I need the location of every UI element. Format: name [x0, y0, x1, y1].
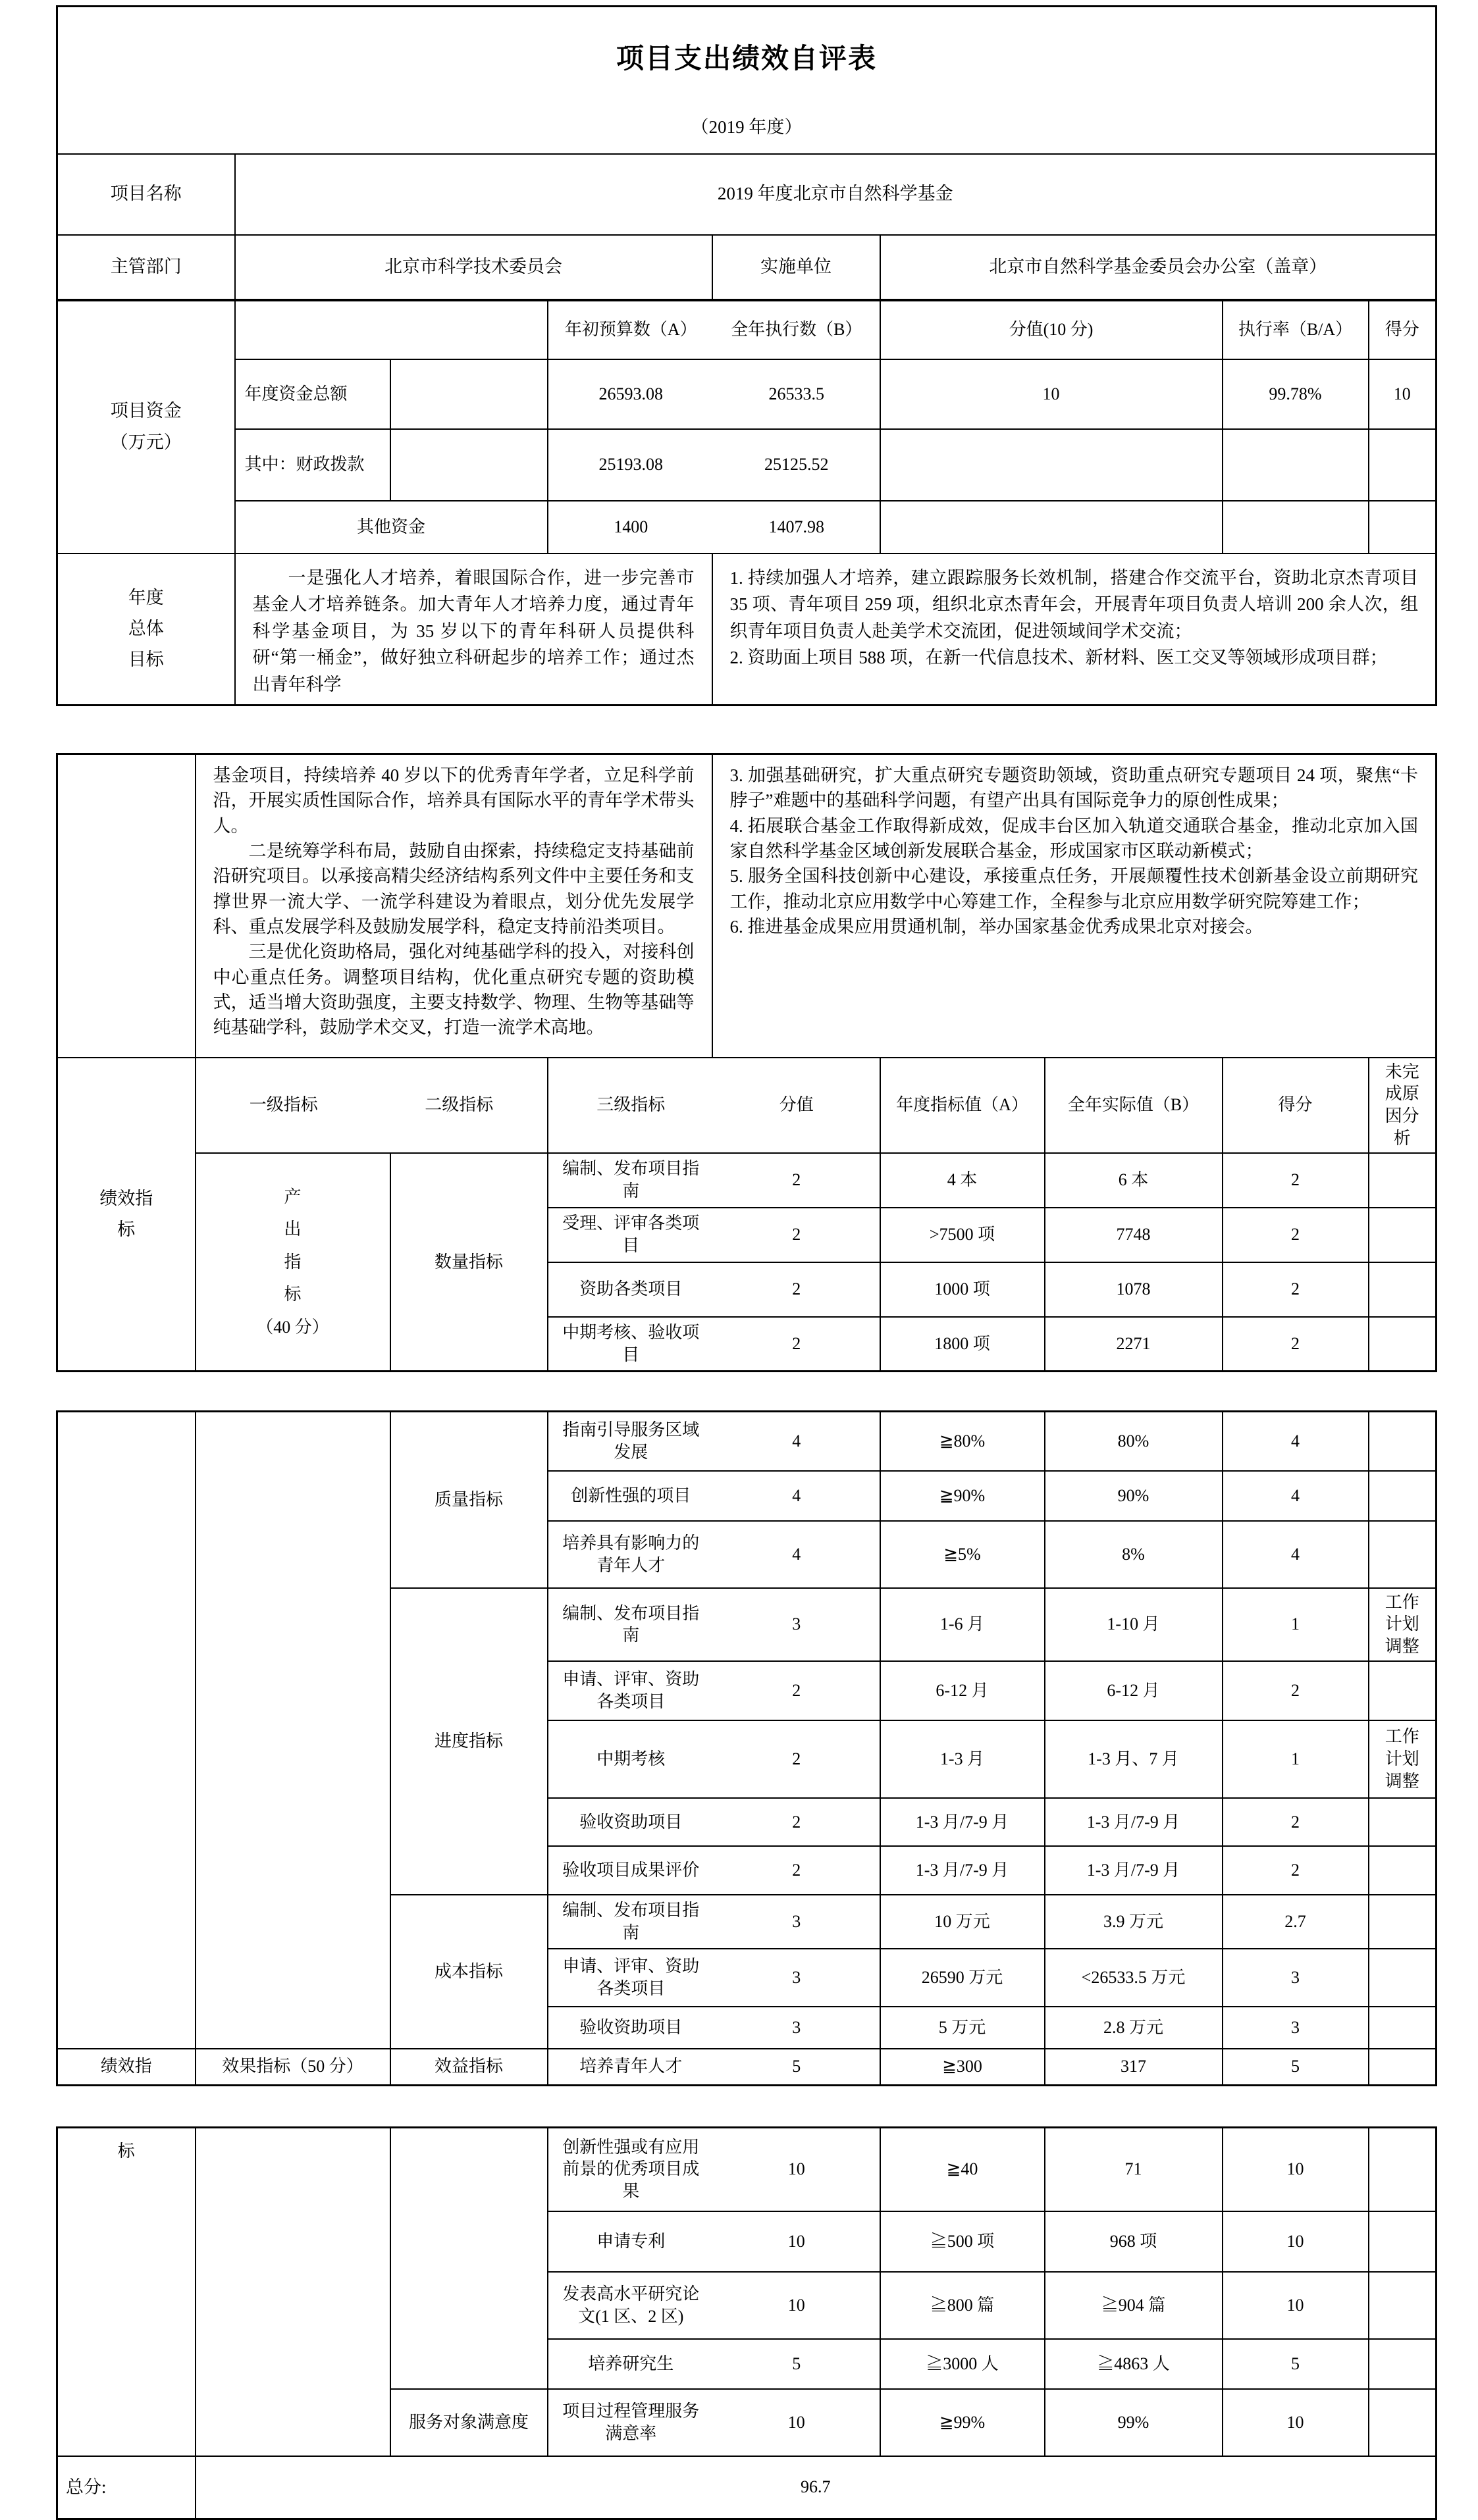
indicator-weight: 10 — [787, 2159, 805, 2179]
indicator-target: 6-12 月 — [880, 1661, 1045, 1720]
indicator-name-weight — [548, 2389, 880, 2456]
indicator-actual: 6-12 月 — [1045, 1661, 1223, 1720]
level2-benefit-label: 效益指标 — [390, 2049, 548, 2085]
empty-cell — [196, 2127, 390, 2456]
indicator-name-weight — [548, 1661, 880, 1720]
funding-exec-value: 26533.5 — [768, 384, 824, 403]
indicator-weight: 3 — [792, 1968, 801, 1988]
header-l1-l2 — [196, 1058, 548, 1153]
indicator-score: 3 — [1223, 2007, 1369, 2049]
page-title: 项目支出绩效自评表 — [616, 44, 878, 74]
project-name-value: 2019 年度北京市自然科学基金 — [235, 154, 1437, 235]
funding-weight-value — [880, 429, 1223, 501]
indicator-actual: 1-3 月、7 月 — [1045, 1720, 1223, 1798]
indicator-name: 编制、发布项目指南 — [562, 1901, 700, 1943]
indicator-name-weight — [548, 1720, 880, 1798]
indicator-actual: 1-3 月/7-9 月 — [1045, 1798, 1223, 1846]
indicator-name-weight — [548, 1588, 880, 1661]
indicator-score: 5 — [1223, 2339, 1369, 2389]
funding-col-rate: 执行率（B/A） — [1223, 300, 1369, 359]
indicator-score: 1 — [1223, 1720, 1369, 1798]
indicator-name-weight — [548, 1521, 880, 1588]
funding-section-label: 项目资金 （万元） — [57, 300, 235, 553]
indicator-weight: 2 — [792, 1334, 801, 1354]
indicator-name: 验收资助项目 — [579, 1812, 683, 1832]
funding-score-value: 10 — [1369, 359, 1437, 429]
page-break — [56, 1372, 1435, 1410]
indicator-name-weight — [548, 1471, 880, 1521]
indicator-name: 中期考核 — [596, 1749, 666, 1769]
funding-weight-value: 10 — [880, 359, 1223, 429]
indicator-target: 1-3 月/7-9 月 — [880, 1798, 1045, 1846]
indicator-name: 验收项目成果评价 — [562, 1861, 700, 1880]
indicator-name: 申请、评审、资助各类项目 — [562, 1957, 700, 1999]
indicator-target: ≧5% — [880, 1521, 1045, 1588]
indicator-reason — [1369, 1846, 1437, 1895]
indicator-name-weight — [548, 2007, 880, 2049]
indicator-name: 受理、评审各类项目 — [562, 1214, 700, 1256]
table-row — [57, 359, 1437, 429]
indicator-name-weight — [548, 2272, 880, 2339]
indicator-name-weight — [548, 1153, 880, 1208]
page4-table — [56, 2126, 1437, 2520]
table-row — [57, 2127, 1437, 2211]
project-name-label: 项目名称 — [57, 154, 235, 235]
level2-progress-label: 进度指标 — [390, 1588, 548, 1895]
table-row — [57, 1153, 1437, 1208]
header-level1: 一级指标 — [249, 1095, 318, 1115]
indicator-weight: 5 — [792, 2057, 801, 2076]
indicator-score: 2 — [1223, 1846, 1369, 1895]
indicator-actual: 71 — [1045, 2127, 1223, 2211]
indicator-weight: 3 — [792, 1912, 801, 1932]
indicator-name-weight — [548, 2339, 880, 2389]
indicator-reason: 工作计划调整 — [1369, 1588, 1437, 1661]
indicator-reason — [1369, 1153, 1437, 1208]
indicator-weight: 3 — [792, 2018, 801, 2038]
indicator-name: 编制、发布项目指南 — [562, 1159, 700, 1201]
annual-goal-right-text: 1. 持续加强人才培养，建立跟踪服务长效机制，搭建合作交流平台，资助北京杰青项目 35 项、青年项目 259 项，组织北京杰青年会，开展青年项目负责人培训 200 余人次，组织青年项目负责人赴美学术交流团，促进领域间学术交流； 2. 资助面上项目 588 项，在新一代信息技术、新材料、医工交叉等领域形成项目群； — [712, 553, 1437, 706]
funding-row-values — [548, 429, 880, 501]
level1-output-label: 产 出 指 标 （40 分） — [196, 1153, 390, 1372]
indicator-target: ≧500 项 — [880, 2211, 1045, 2272]
indicator-weight: 3 — [792, 1614, 801, 1634]
indicator-actual: 1-3 月/7-9 月 — [1045, 1846, 1223, 1895]
indicator-name: 编制、发布项目指南 — [562, 1603, 700, 1645]
level2-cost-label: 成本指标 — [390, 1895, 548, 2049]
indicator-name: 发表高水平研究论文(1 区、2 区) — [562, 2284, 700, 2327]
header-target: 年度指标值（A） — [880, 1058, 1045, 1153]
indicator-target: 1-3 月/7-9 月 — [880, 1846, 1045, 1895]
indicators-section-label: 绩效指 标 — [57, 1058, 196, 1372]
indicator-target: 10 万元 — [880, 1895, 1045, 1949]
indicator-actual: 317 — [1045, 2049, 1223, 2085]
dept-value: 北京市科学技术委员会 — [235, 235, 712, 300]
indicator-name-weight — [548, 1895, 880, 1949]
indicator-actual: 6 本 — [1045, 1153, 1223, 1208]
indicator-name-weight — [548, 2049, 880, 2085]
indicator-reason — [1369, 1949, 1437, 2007]
funding-weight-value — [880, 501, 1223, 553]
indicator-name: 培养研究生 — [588, 2354, 674, 2374]
indicator-score: 2 — [1223, 1317, 1369, 1372]
indicator-weight: 2 — [792, 1749, 801, 1769]
indicator-target: 1-3 月 — [880, 1720, 1045, 1798]
indicator-name-weight — [548, 1317, 880, 1372]
indicator-name: 申请、评审、资助各类项目 — [562, 1670, 700, 1712]
indicator-reason — [1369, 1798, 1437, 1846]
indicator-reason — [1369, 2389, 1437, 2456]
empty-cell — [390, 359, 548, 429]
funding-row-name: 其他资金 — [235, 501, 548, 553]
indicator-name: 项目过程管理服务满意率 — [562, 2402, 700, 2444]
annual-goal-left-text: 一是强化人才培养，着眼国际合作，进一步完善市基金人才培养链条。加大青年人才培养力度，通过青年科学基金项目，为 35 岁以下的青年科研人员提供科研“第一桶金”，做好独立科研起步的培养工作；通过杰出青年科学 — [235, 553, 712, 706]
funding-rate-value: 99.78% — [1223, 359, 1369, 429]
indicator-target: >7500 项 — [880, 1208, 1045, 1262]
indicator-target: ≧300 — [880, 2049, 1045, 2085]
indicator-name-weight — [548, 2211, 880, 2272]
indicator-name: 指南引导服务区域发展 — [562, 1420, 700, 1462]
funding-score-value — [1369, 429, 1437, 501]
annual-goal-left-continuation: 基金项目，持续培养 40 岁以下的优秀青年学者，立足科学前沿，开展实质性国际合作，培养具有国际水平的青年学术带头人。 二是统筹学科布局，鼓励自由探索，持续稳定支持基础前沿研究项目。以承接高精尖经济结构系列文件中主要任务和支撑世界一流大学、一流学科建设为着眼点，划分优先发展学科、重点发展学科及鼓励发展学科，稳定支持前沿类项目。 三是优化资助格局，强化对纯基础学科的投入，对接科创中心重点任务。调整项目结构，优化重点研究专题的资助模式，适当增大资助强度，主要支持数学、物理、生物等基础等纯基础学科，鼓励学术交叉，打造一流学术高地。 — [196, 754, 712, 1058]
indicator-score: 1 — [1223, 1588, 1369, 1661]
indicator-score: 2 — [1223, 1153, 1369, 1208]
indicator-weight: 2 — [792, 1279, 801, 1299]
header-level3: 三级指标 — [596, 1095, 666, 1115]
indicator-name-weight — [548, 1208, 880, 1262]
indicator-reason: 工作计划调整 — [1369, 1720, 1437, 1798]
indicator-name: 培养具有影响力的青年人才 — [562, 1533, 700, 1575]
indicator-actual: 7748 — [1045, 1208, 1223, 1262]
indicator-reason — [1369, 1895, 1437, 1949]
level1-effect-label: 效果指标（50 分） — [196, 2049, 390, 2085]
indicator-actual: 99% — [1045, 2389, 1223, 2456]
indicator-score: 10 — [1223, 2127, 1369, 2211]
funding-budget-value: 26593.08 — [598, 384, 663, 403]
indicator-actual: 8% — [1045, 1521, 1223, 1588]
total-score-label: 总分: — [57, 2456, 196, 2519]
indicator-score: 2.7 — [1223, 1895, 1369, 1949]
page-subtitle: （2019 年度） — [691, 116, 803, 137]
indicators-section-label-part1: 绩效指 — [57, 2049, 196, 2085]
indicator-score: 4 — [1223, 1471, 1369, 1521]
header-reason: 未完成原因分析 — [1369, 1058, 1437, 1153]
indicator-actual: 1078 — [1045, 1262, 1223, 1317]
indicator-reason — [1369, 2339, 1437, 2389]
indicator-actual: 90% — [1045, 1471, 1223, 1521]
empty-cell — [57, 1412, 196, 2049]
indicator-name-weight — [548, 2127, 880, 2211]
header-l3-weight — [548, 1058, 880, 1153]
empty-cell — [390, 429, 548, 501]
funding-row-values — [548, 359, 880, 429]
funding-header-empty-cell — [235, 300, 548, 359]
annual-goal-label: 年度 总体 目标 — [57, 553, 235, 706]
indicator-score: 2 — [1223, 1262, 1369, 1317]
indicator-score: 2 — [1223, 1661, 1369, 1720]
indicator-name: 验收资助项目 — [579, 2018, 683, 2038]
indicator-reason — [1369, 1471, 1437, 1521]
funding-budget-value: 1400 — [614, 517, 648, 536]
title-cell — [57, 7, 1437, 154]
funding-col-exec: 全年执行数（B） — [731, 320, 862, 340]
indicator-name: 中期考核、验收项目 — [562, 1323, 700, 1364]
indicator-reason — [1369, 1262, 1437, 1317]
indicator-target: ≧40 — [880, 2127, 1045, 2211]
indicator-target: 1000 项 — [880, 1262, 1045, 1317]
indicator-reason — [1369, 2127, 1437, 2211]
indicator-actual: <26533.5 万元 — [1045, 1949, 1223, 2007]
funding-header-budget-exec — [548, 300, 880, 359]
indicator-weight: 5 — [792, 2354, 801, 2374]
total-score-value: 96.7 — [196, 2456, 1437, 2519]
indicator-reason — [1369, 2049, 1437, 2085]
indicator-weight: 4 — [792, 1431, 801, 1451]
empty-cell — [390, 2127, 548, 2389]
table-row — [57, 2049, 1437, 2085]
indicator-name: 资助各类项目 — [579, 1279, 683, 1299]
indicator-target: 5 万元 — [880, 2007, 1045, 2049]
indicator-score: 4 — [1223, 1521, 1369, 1588]
funding-score-value — [1369, 501, 1437, 553]
page2-table — [56, 753, 1437, 1372]
indicator-score: 4 — [1223, 1412, 1369, 1471]
funding-rate-value — [1223, 501, 1369, 553]
indicator-reason — [1369, 1317, 1437, 1372]
indicator-actual: ≧904 篇 — [1045, 2272, 1223, 2339]
header-actual: 全年实际值（B） — [1045, 1058, 1223, 1153]
indicator-weight: 10 — [787, 2413, 805, 2432]
indicator-weight: 10 — [787, 2296, 805, 2315]
funding-row-values — [548, 501, 880, 553]
empty-cell — [57, 754, 196, 1058]
indicator-weight: 2 — [792, 1170, 801, 1190]
indicator-weight: 2 — [792, 1812, 801, 1832]
indicator-actual: 2.8 万元 — [1045, 2007, 1223, 2049]
funding-exec-value: 1407.98 — [768, 517, 824, 536]
indicator-reason — [1369, 1521, 1437, 1588]
indicator-name-weight — [548, 1949, 880, 2007]
indicator-target: 1800 项 — [880, 1317, 1045, 1372]
indicator-target: ≧3000 人 — [880, 2339, 1045, 2389]
indicator-score: 10 — [1223, 2211, 1369, 2272]
header-score: 得分 — [1223, 1058, 1369, 1153]
indicator-score: 10 — [1223, 2389, 1369, 2456]
indicator-weight: 4 — [792, 1544, 801, 1564]
indicator-weight: 2 — [792, 1861, 801, 1880]
header-weight: 分值 — [779, 1095, 814, 1115]
level2-quality-label: 质量指标 — [390, 1412, 548, 1588]
table-row — [57, 553, 1437, 706]
table-row — [57, 501, 1437, 553]
page-break — [56, 706, 1435, 753]
indicator-weight: 4 — [792, 1485, 801, 1505]
table-row — [57, 429, 1437, 501]
impl-unit-label: 实施单位 — [712, 235, 880, 300]
funding-col-budget: 年初预算数（A） — [564, 320, 697, 340]
funding-exec-value: 25125.52 — [764, 455, 829, 475]
indicator-weight: 2 — [792, 1225, 801, 1245]
indicator-target: ≧90% — [880, 1471, 1045, 1521]
empty-cell — [196, 1412, 390, 2049]
header-level2: 二级指标 — [425, 1095, 494, 1115]
indicator-weight: 10 — [787, 2232, 805, 2251]
indicator-score: 3 — [1223, 1949, 1369, 2007]
impl-unit-value: 北京市自然科学基金委员会办公室（盖章） — [880, 235, 1437, 300]
funding-rate-value — [1223, 429, 1369, 501]
page3-table — [56, 1410, 1437, 2086]
indicator-name: 创新性强的项目 — [571, 1485, 691, 1505]
page1-table — [56, 5, 1437, 706]
indicator-actual: 968 项 — [1045, 2211, 1223, 2272]
indicators-section-label-part2: 标 — [57, 2127, 196, 2456]
table-row — [57, 1412, 1437, 1471]
level2-satisfaction-label: 服务对象满意度 — [390, 2389, 548, 2456]
indicator-score: 2 — [1223, 1208, 1369, 1262]
indicator-reason — [1369, 1208, 1437, 1262]
indicator-weight: 2 — [792, 1681, 801, 1701]
indicator-name: 培养青年人才 — [579, 2057, 683, 2076]
indicator-target: 26590 万元 — [880, 1949, 1045, 2007]
indicator-score: 5 — [1223, 2049, 1369, 2085]
indicator-name: 创新性强或有应用前景的优秀项目成果 — [562, 2137, 700, 2201]
indicator-target: ≧800 篇 — [880, 2272, 1045, 2339]
indicator-name-weight — [548, 1262, 880, 1317]
indicator-actual: 1-10 月 — [1045, 1588, 1223, 1661]
indicator-actual: 2271 — [1045, 1317, 1223, 1372]
funding-row-name: 年度资金总额 — [235, 359, 390, 429]
annual-goal-right-continuation: 3. 加强基础研究，扩大重点研究专题资助领域，资助重点研究专题项目 24 项，聚焦“卡脖子”难题中的基础科学问题，有望产出具有国际竞争力的原创性成果； 4. 拓展联合基金工作取得新成效，促成丰台区加入轨道交通联合基金，推动北京加入国家自然科学基金区域创新发展联合基金，形成国家市区联动新模式； 5. 服务全国科技创新中心建设，承接重点任务，开展颠覆性技术创新基金设立前期研究工作，推动北京应用数学中心筹建工作，全程参与北京应用数学研究院筹建工作； 6. 推进基金成果应用贯通机制，举办国家基金优秀成果北京对接会。 — [712, 754, 1437, 1058]
indicator-actual: 3.9 万元 — [1045, 1895, 1223, 1949]
funding-col-score: 得分 — [1369, 300, 1437, 359]
indicator-reason — [1369, 2007, 1437, 2049]
indicator-target: ≧99% — [880, 2389, 1045, 2456]
funding-row-name: 其中：财政拨款 — [235, 429, 390, 501]
indicator-target: ≧80% — [880, 1412, 1045, 1471]
indicator-reason — [1369, 1412, 1437, 1471]
funding-col-weight: 分值(10 分) — [880, 300, 1223, 359]
table-row — [57, 754, 1437, 1058]
indicator-target: 1-6 月 — [880, 1588, 1045, 1661]
indicator-actual: ≧4863 人 — [1045, 2339, 1223, 2389]
indicator-actual: 80% — [1045, 1412, 1223, 1471]
indicator-name-weight — [548, 1412, 880, 1471]
indicator-target: 4 本 — [880, 1153, 1045, 1208]
indicator-reason — [1369, 2272, 1437, 2339]
level2-quantity-label: 数量指标 — [390, 1153, 548, 1372]
indicator-name-weight — [548, 1798, 880, 1846]
indicator-score: 10 — [1223, 2272, 1369, 2339]
funding-budget-value: 25193.08 — [598, 455, 663, 475]
indicator-reason — [1369, 1661, 1437, 1720]
indicator-reason — [1369, 2211, 1437, 2272]
indicator-name-weight — [548, 1846, 880, 1895]
indicator-score: 2 — [1223, 1798, 1369, 1846]
table-row — [57, 2456, 1437, 2519]
page-break — [56, 2086, 1435, 2126]
dept-label: 主管部门 — [57, 235, 235, 300]
indicator-name: 申请专利 — [596, 2232, 666, 2251]
